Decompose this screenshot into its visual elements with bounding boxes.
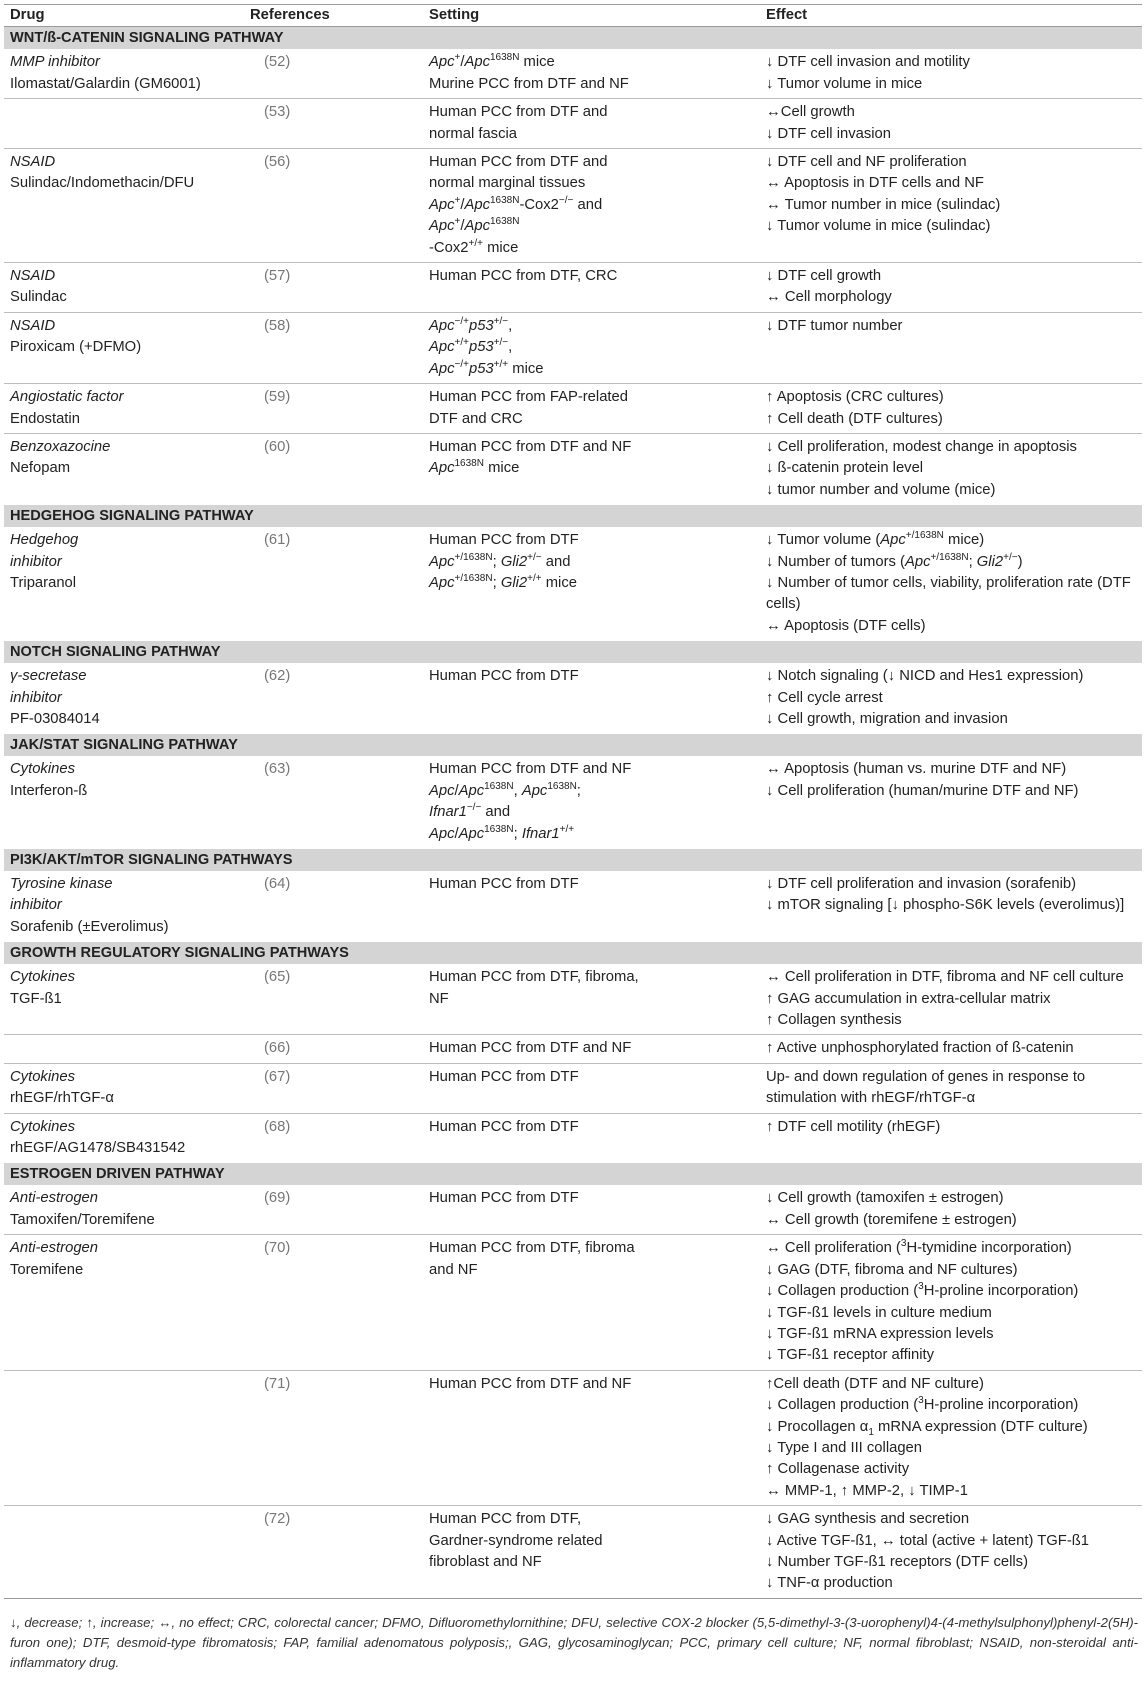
cell-line: Human PCC from DTF (429, 1118, 579, 1135)
cell-line: ↓ TGF-ß1 mRNA expression levels (766, 1325, 994, 1342)
header-row (4, 5, 1142, 27)
cell-line: ↓ Number TGF-ß1 receptors (DTF cells) (766, 1553, 1028, 1570)
drug-class: Cytokines (10, 969, 75, 986)
effect-cell (760, 964, 1142, 1035)
reference-cell: (56) (244, 149, 423, 263)
table-row (4, 1506, 1142, 1599)
cell-line: ↓ TNF-α production (766, 1575, 893, 1592)
cell-line: Apc−/+p53+/−, (429, 315, 513, 334)
table-row (4, 756, 1142, 848)
section-title: GROWTH REGULATORY SIGNALING PATHWAYS (4, 942, 1142, 965)
cell-line: ↑ Cell death (DTF cultures) (766, 410, 943, 427)
cell-line: Apc+/Apc$^{1638N}$-Cox2−/− and (429, 194, 603, 213)
table-body (4, 27, 1142, 1598)
effect-cell (760, 433, 1142, 504)
cell-line: Human PCC from DTF and (429, 154, 608, 171)
drug-effects-table (4, 4, 1142, 1599)
cell-line: ↑ DTF cell motility (rhEGF) (766, 1118, 941, 1135)
reference-cell: (59) (244, 384, 423, 434)
section-header-row (4, 849, 1142, 872)
drug-class: NSAID (10, 317, 56, 334)
cell-line: Apc$^{+/1638N}$; Gli2+/− and (429, 551, 571, 570)
effect-cell (760, 1185, 1142, 1234)
setting-cell (423, 756, 760, 848)
cell-line: Human PCC from DTF (429, 532, 579, 549)
drug-cell (4, 263, 244, 313)
drug-class: NSAID (10, 268, 56, 285)
setting-cell (423, 433, 760, 504)
cell-line: ↓ Number of tumors (Apc$^{+/1638N}$; Gli2+/−) (766, 551, 1023, 570)
effect-cell (760, 527, 1142, 641)
drug-name: Nefopam (10, 460, 71, 477)
cell-line: ↓ Active TGF-ß1, ↔ total (active + latent) TGF-ß1 (766, 1532, 1090, 1549)
effect-cell (760, 149, 1142, 263)
table-row (4, 312, 1142, 383)
setting-cell (423, 263, 760, 313)
table-row (4, 964, 1142, 1035)
reference-cell: (58) (244, 312, 423, 383)
reference-cell: (69) (244, 1185, 423, 1234)
drug-cell (4, 49, 244, 98)
cell-line: Up- and down regulation of genes in response to stimulation with rhEGF/rhTGF-α (766, 1068, 1086, 1107)
setting-cell (423, 871, 760, 942)
cell-line: ↓ Cell growth (tamoxifen ± estrogen) (766, 1190, 1004, 1207)
table-row (4, 527, 1142, 641)
cell-line: ↑ GAG accumulation in extra-cellular matrix (766, 990, 1051, 1007)
reference-cell: (62) (264, 668, 291, 685)
table-header (4, 5, 1142, 27)
header-references: References (244, 5, 423, 27)
cell-line: ↓ tumor number and volume (mice) (766, 481, 996, 498)
setting-cell (423, 663, 760, 734)
drug-name: PF-03084014 (10, 710, 100, 727)
setting-cell (423, 99, 760, 149)
drug-cell (4, 663, 244, 734)
cell-line: fibroblast and NF (429, 1553, 542, 1570)
drug-cell (4, 1235, 244, 1370)
cell-line: ↑ Active unphosphorylated fraction of ß-catenin (766, 1040, 1074, 1057)
table-row (4, 49, 1142, 98)
table-row (4, 149, 1142, 263)
cell-line: ↓ Notch signaling (↓ NICD and Hes1 expression) (766, 668, 1084, 685)
drug-class: Hedgehog inhibitor (10, 532, 79, 570)
cell-line: ↓ Cell proliferation (human/murine DTF and NF) (766, 782, 1079, 799)
cell-line: ↓ DTF cell proliferation and invasion (sorafenib) (766, 876, 1077, 892)
cell-line: ↓ DTF cell and NF proliferation (766, 154, 967, 171)
cell-line: normal fascia (429, 125, 517, 142)
table-row (4, 384, 1142, 434)
table-footnote: ↓, decrease; ↑, increase; ↔, no effect; CRC, colorectal cancer; DFMO, Difluoromethylornithine; DFU, selective COX-2 blocker (5,5-dimethyl-3-(3-uorophenyl)4-(4-methylsulphonyl)phenyl-2(5H)-furon one); DTF, desmoid-type fibromatosis; FAP, familial adenomatous polyposis;, GAG, glycosaminoglycan; PCC, primary cell culture; NF, normal fibroblast; NSAID, non-steroidal anti-inflammatory drug. (10, 1615, 1138, 1670)
effect-cell (760, 1063, 1142, 1113)
cell-line: Human PCC from DTF (429, 668, 579, 685)
table-row (4, 1035, 1142, 1063)
drug-cell (4, 99, 244, 149)
cell-line: ↓ DTF cell invasion (766, 125, 891, 142)
drug-class: Cytokines (10, 761, 75, 778)
drug-class: Benzoxazocine (10, 438, 111, 455)
cell-line: ↓ ß-catenin protein level (766, 460, 924, 477)
drug-class: Tyrosine kinase inhibitor (10, 876, 113, 914)
section-title: NOTCH SIGNALING PATHWAY (4, 641, 1142, 664)
drug-class: Anti-estrogen (10, 1190, 99, 1207)
effect-cell (760, 1035, 1142, 1063)
cell-line: Human PCC from DTF and NF (429, 438, 632, 455)
reference-cell: (57) (244, 263, 423, 313)
reference-cell: (68) (264, 1118, 291, 1135)
cell-line: Human PCC from FAP-related (429, 389, 628, 406)
cell-line: Ifnar1−/− and (429, 802, 511, 821)
cell-line: ↔ Cell proliferation in DTF, fibroma and NF cell culture (766, 969, 1124, 986)
setting-cell (423, 1235, 760, 1370)
reference-cell: (64) (264, 876, 291, 892)
drug-name: Sulindac (10, 289, 67, 306)
cell-line: ↓ Number of tumor cells, viability, proliferation rate (DTF cells) (766, 574, 1131, 613)
reference-cell: (72) (244, 1506, 423, 1599)
section-header-row (4, 27, 1142, 50)
drug-class: NSAID (10, 154, 56, 171)
cell-line: ↑ Cell cycle arrest (766, 689, 883, 706)
reference-cell: (70) (244, 1235, 423, 1370)
effect-cell (760, 1370, 1142, 1505)
drug-cell (4, 527, 244, 641)
drug-name: rhEGF/AG1478/SB431542 (10, 1140, 186, 1157)
drug-class: Cytokines (10, 1068, 75, 1085)
setting-cell (423, 527, 760, 641)
cell-line: ↓ TGF-ß1 receptor affinity (766, 1347, 935, 1364)
cell-line: ↔ Tumor number in mice (sulindac) (766, 196, 1001, 213)
cell-line: ↓ GAG synthesis and secretion (766, 1511, 970, 1528)
drug-class: MMP inhibitor (10, 54, 100, 71)
cell-line: Human PCC from DTF and NF (429, 761, 632, 778)
cell-line: Human PCC from DTF and NF (429, 1040, 632, 1057)
drug-cell (4, 384, 244, 434)
cell-line: ↓ TGF-ß1 levels in culture medium (766, 1304, 992, 1321)
setting-cell (423, 1506, 760, 1599)
drug-class: γ-secretase inhibitor (10, 668, 87, 706)
setting-cell (423, 964, 760, 1035)
cell-line: ↓ Tumor volume in mice (766, 75, 923, 92)
cell-line: Human PCC from DTF, (429, 1511, 582, 1528)
section-header-row (4, 641, 1142, 664)
section-header-row (4, 942, 1142, 965)
cell-line: ↔ Cell morphology (766, 289, 892, 306)
reference-cell: (71) (244, 1370, 423, 1505)
drug-cell (4, 312, 244, 383)
drug-name: Toremifene (10, 1261, 84, 1278)
cell-line: ↔ Cell proliferation ($^3$H-tymidine incorporation) (766, 1238, 1072, 1257)
cell-line: ↔Cell growth (766, 104, 855, 121)
cell-line: NF (429, 990, 449, 1007)
cell-line: -Cox2+/+ mice (429, 237, 519, 256)
table-row (4, 663, 1142, 734)
header-effect: Effect (760, 5, 1142, 27)
table-row (4, 433, 1142, 504)
drug-name: rhEGF/rhTGF-α (10, 1090, 114, 1107)
section-header-row (4, 1163, 1142, 1186)
cell-line: ↓ DTF cell growth (766, 268, 882, 285)
setting-cell (423, 312, 760, 383)
setting-cell (423, 1063, 760, 1113)
cell-line: Apc−/+p53+/+ mice (429, 358, 544, 377)
drug-name: Tamoxifen/Toremifene (10, 1211, 155, 1228)
effect-cell (760, 1235, 1142, 1370)
effect-cell (760, 1506, 1142, 1599)
cell-line: ↓ Collagen production ($^3$H-proline incorporation) (766, 1281, 1079, 1300)
table-row (4, 99, 1142, 149)
table-row (4, 1063, 1142, 1113)
cell-line: Human PCC from DTF, fibroma, (429, 969, 639, 986)
cell-line: ↔ Apoptosis (human vs. murine DTF and NF) (766, 761, 1067, 778)
table-row (4, 1370, 1142, 1505)
drug-class: Anti-estrogen (10, 1240, 99, 1257)
effect-cell (760, 99, 1142, 149)
effect-cell (760, 384, 1142, 434)
drug-cell (4, 1113, 244, 1163)
setting-cell (423, 384, 760, 434)
cell-line: ↓ Cell proliferation, modest change in apoptosis (766, 438, 1077, 455)
cell-line: Human PCC from DTF and NF (429, 1375, 632, 1392)
drug-cell (4, 1370, 244, 1505)
cell-line: ↓ GAG (DTF, fibroma and NF cultures) (766, 1261, 1018, 1278)
effect-cell (760, 49, 1142, 98)
drug-cell (4, 871, 244, 942)
setting-cell (423, 49, 760, 98)
cell-line: DTF and CRC (429, 410, 523, 427)
cell-line: ↑Cell death (DTF and NF culture) (766, 1375, 984, 1392)
header-setting: Setting (423, 5, 760, 27)
drug-cell (4, 1506, 244, 1599)
cell-line: ↑ Apoptosis (CRC cultures) (766, 389, 944, 406)
table-row (4, 871, 1142, 942)
cell-line: ↓ Collagen production ($^3$H-proline incorporation) (766, 1395, 1079, 1414)
cell-line: ↔ Apoptosis (DTF cells) (766, 617, 926, 634)
section-title: ESTROGEN DRIVEN PATHWAY (4, 1163, 1142, 1186)
cell-line: Gardner-syndrome related (429, 1532, 603, 1549)
drug-cell (4, 149, 244, 263)
cell-line: Human PCC from DTF and (429, 104, 608, 121)
cell-line: ↓ Cell growth, migration and invasion (766, 710, 1008, 727)
cell-line: Apc/Apc$^{1638N}$; Ifnar1+/+ (429, 823, 575, 842)
cell-line: ↑ Collagenase activity (766, 1461, 910, 1478)
setting-cell (423, 1113, 760, 1163)
drug-class: Angiostatic factor (10, 389, 124, 406)
reference-cell: (67) (244, 1063, 423, 1113)
cell-line: ↔ Apoptosis in DTF cells and NF (766, 175, 984, 192)
cell-line: ↔ Cell growth (toremifene ± estrogen) (766, 1211, 1017, 1228)
cell-line: ↓ Type I and III collagen (766, 1439, 923, 1456)
table-row (4, 1185, 1142, 1234)
cell-line: normal marginal tissues (429, 175, 586, 192)
effect-cell (760, 871, 1142, 942)
cell-line: and NF (429, 1261, 478, 1278)
drug-name: Piroxicam (+DFMO) (10, 339, 142, 356)
section-title: HEDGEHOG SIGNALING PATHWAY (4, 505, 1142, 528)
drug-name: Triparanol (10, 574, 77, 591)
table-row (4, 1235, 1142, 1370)
effect-cell (760, 312, 1142, 383)
cell-line: ↓ Tumor volume (Apc$^{+/1638N}$ mice) (766, 530, 985, 549)
reference-cell: (61) (264, 532, 291, 549)
section-title: JAK/STAT SIGNALING PATHWAY (4, 734, 1142, 757)
section-header-row (4, 734, 1142, 757)
cell-line: Apc+/Apc$^{1638N}$ mice (429, 52, 555, 71)
reference-cell: (52) (244, 49, 423, 98)
cell-line: Murine PCC from DTF and NF (429, 75, 629, 92)
cell-line: Apc$^{+/1638N}$; Gli2+/+ mice (429, 573, 577, 591)
drug-name: Interferon-ß (10, 782, 88, 799)
cell-line: ↑ Collagen synthesis (766, 1012, 902, 1029)
drug-cell (4, 1185, 244, 1234)
cell-line: ↓ DTF tumor number (766, 317, 903, 334)
drug-cell (4, 964, 244, 1035)
cell-line: Human PCC from DTF (429, 876, 579, 892)
cell-line: ↓ Procollagen $\alpha_1$ mRNA expression (DTF culture) (766, 1418, 1088, 1438)
drug-class: Cytokines (10, 1118, 75, 1135)
cell-line: Apc$^{1638N}$ mice (429, 458, 520, 477)
effect-cell (760, 756, 1142, 848)
drug-cell (4, 756, 244, 848)
effect-cell (760, 1113, 1142, 1163)
cell-line: ↓ DTF cell invasion and motility (766, 54, 970, 71)
section-title: WNT/ß-CATENIN SIGNALING PATHWAY (4, 27, 1142, 50)
cell-line: Apc+/Apc$^{1638N}$ (429, 216, 520, 235)
cell-line: ↓ Tumor volume in mice (sulindac) (766, 218, 991, 235)
section-header-row (4, 505, 1142, 528)
setting-cell (423, 1370, 760, 1505)
reference-cell: (63) (264, 761, 291, 778)
cell-line: Human PCC from DTF, CRC (429, 268, 618, 285)
table-row (4, 1113, 1142, 1163)
effect-cell (760, 663, 1142, 734)
cell-line: Human PCC from DTF (429, 1190, 579, 1207)
drug-name: Sorafenib (±Everolimus) (10, 918, 169, 935)
reference-cell: (65) (244, 964, 423, 1035)
table-row (4, 263, 1142, 313)
cell-line: ↓ mTOR signaling [↓ phospho-S6K levels (everolimus)] (766, 897, 1125, 914)
cell-line: ↔ MMP-1, ↑ MMP-2, ↓ TIMP-1 (766, 1482, 968, 1499)
drug-name: TGF-ß1 (10, 990, 62, 1007)
reference-cell: (66) (244, 1035, 423, 1063)
setting-cell (423, 149, 760, 263)
drug-name: Sulindac/Indomethacin/DFU (10, 175, 195, 192)
drug-cell (4, 1035, 244, 1063)
drug-cell (4, 433, 244, 504)
cell-line: Apc/Apc$^{1638N}$, Apc$^{1638N}$; (429, 780, 581, 799)
setting-cell (423, 1035, 760, 1063)
section-title: PI3K/AKT/mTOR SIGNALING PATHWAYS (4, 849, 1142, 872)
cell-line: Human PCC from DTF (429, 1068, 579, 1085)
cell-line: Human PCC from DTF, fibroma (429, 1240, 635, 1257)
drug-cell (4, 1063, 244, 1113)
header-drug: Drug (4, 5, 244, 27)
reference-cell: (60) (264, 438, 291, 455)
effect-cell (760, 263, 1142, 313)
setting-cell (423, 1185, 760, 1234)
cell-line: Apc+/+p53+/−, (429, 337, 513, 356)
reference-cell: (53) (244, 99, 423, 149)
drug-name: Endostatin (10, 410, 80, 427)
drug-name: Ilomastat/Galardin (GM6001) (10, 75, 201, 92)
